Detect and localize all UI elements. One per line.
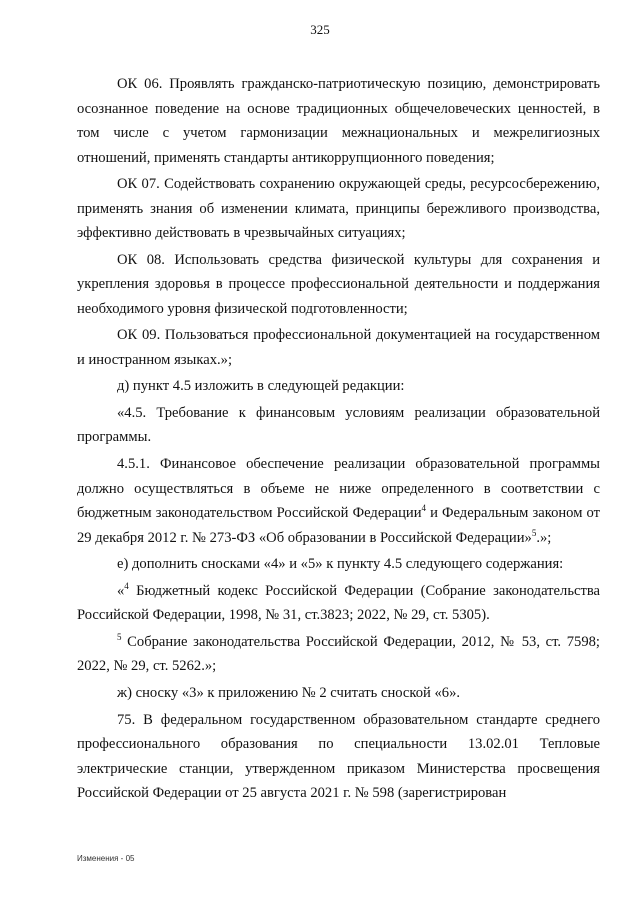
paragraph-75: 75. В федеральном государственном образовательном стандарте среднего профессионального образования по специальности 13.02.01 Тепловые электрические станции, утвержденном приказом Министерства просвещения Российской Федерации от 25 августа 2021 г. № 598 (зарегистрирован bbox=[77, 711, 600, 802]
footnote-ref-4: 4 bbox=[421, 503, 426, 514]
paragraph-item-d: д) пункт 4.5 изложить в следующей редакции: bbox=[117, 378, 405, 395]
footnote-5-marker: 5 bbox=[117, 631, 122, 642]
paragraph-4-5: «4.5. Требование к финансовым условиям реализации образовательной программы. bbox=[77, 404, 600, 446]
footnote-5 bbox=[77, 630, 600, 679]
footer-note: Изменения - 05 bbox=[77, 854, 135, 863]
page-number: 325 bbox=[310, 22, 330, 37]
paragraph-4-5-1-text-c: .»; bbox=[536, 529, 552, 546]
paragraph-item-e: е) дополнить сносками «4» и «5» к пункту 4.5 следующего содержания: bbox=[117, 556, 564, 573]
paragraph-ok06: ОК 06. Проявлять гражданско-патриотическую позицию, демонстрировать осознанное поведение на основе традиционных общечеловеческих ценностей, в том числе с учетом гармонизации межнациональных и межрелигиозных отношений, применять стандарты антикоррупционного поведения; bbox=[77, 76, 600, 166]
document-body bbox=[77, 72, 600, 808]
paragraph-ok07: ОК 07. Содействовать сохранению окружающей среды, ресурсосбережению, применять знания об изменении климата, принципы бережливого производства, эффективно действовать в чрезвычайных ситуациях; bbox=[77, 176, 600, 242]
footnote-ref-5: 5 bbox=[531, 527, 537, 538]
paragraph-4-5-1 bbox=[77, 452, 600, 550]
paragraph-ok08: ОК 08. Использовать средства физической культуры для сохранения и укрепления здоровья в процессе профессиональной деятельности и поддержания необходимого уровня физической подготовленности; bbox=[77, 251, 600, 317]
footnote-4-text: Бюджетный кодекс Российской Федерации (Собрание законодательства Российской Федерации, 1998, № 31, ст.3823; 2022, № 29, ст. 5305). bbox=[77, 582, 600, 624]
footnote-4 bbox=[77, 579, 600, 628]
footnote-5-text: Собрание законодательства Российской Федерации, 2012, № 53, ст. 7598; 2022, № 29, ст. 5262.»; bbox=[77, 633, 600, 675]
paragraph-4-5-1-text-a: 4.5.1. Финансовое обеспечение реализации образовательной программы должно осуществляться в объеме не ниже определенного в соответствии с бюджетным законодательством Российской Федерации bbox=[77, 456, 600, 522]
paragraph-ok09: ОК 09. Пользоваться профессиональной документацией на государственном и иностранном языках.»; bbox=[77, 327, 600, 368]
paragraph-item-zh: ж) сноску «3» к приложению № 2 считать сноской «6». bbox=[117, 684, 461, 701]
footnote-4-open-quote: « bbox=[117, 582, 125, 599]
footnote-4-marker: 4 bbox=[124, 580, 129, 591]
paragraph-4-5-1-text-b: и Федеральным законом от 29 декабря 2012 г. № 273-ФЗ «Об образовании в Российской Федерации» bbox=[77, 505, 600, 546]
